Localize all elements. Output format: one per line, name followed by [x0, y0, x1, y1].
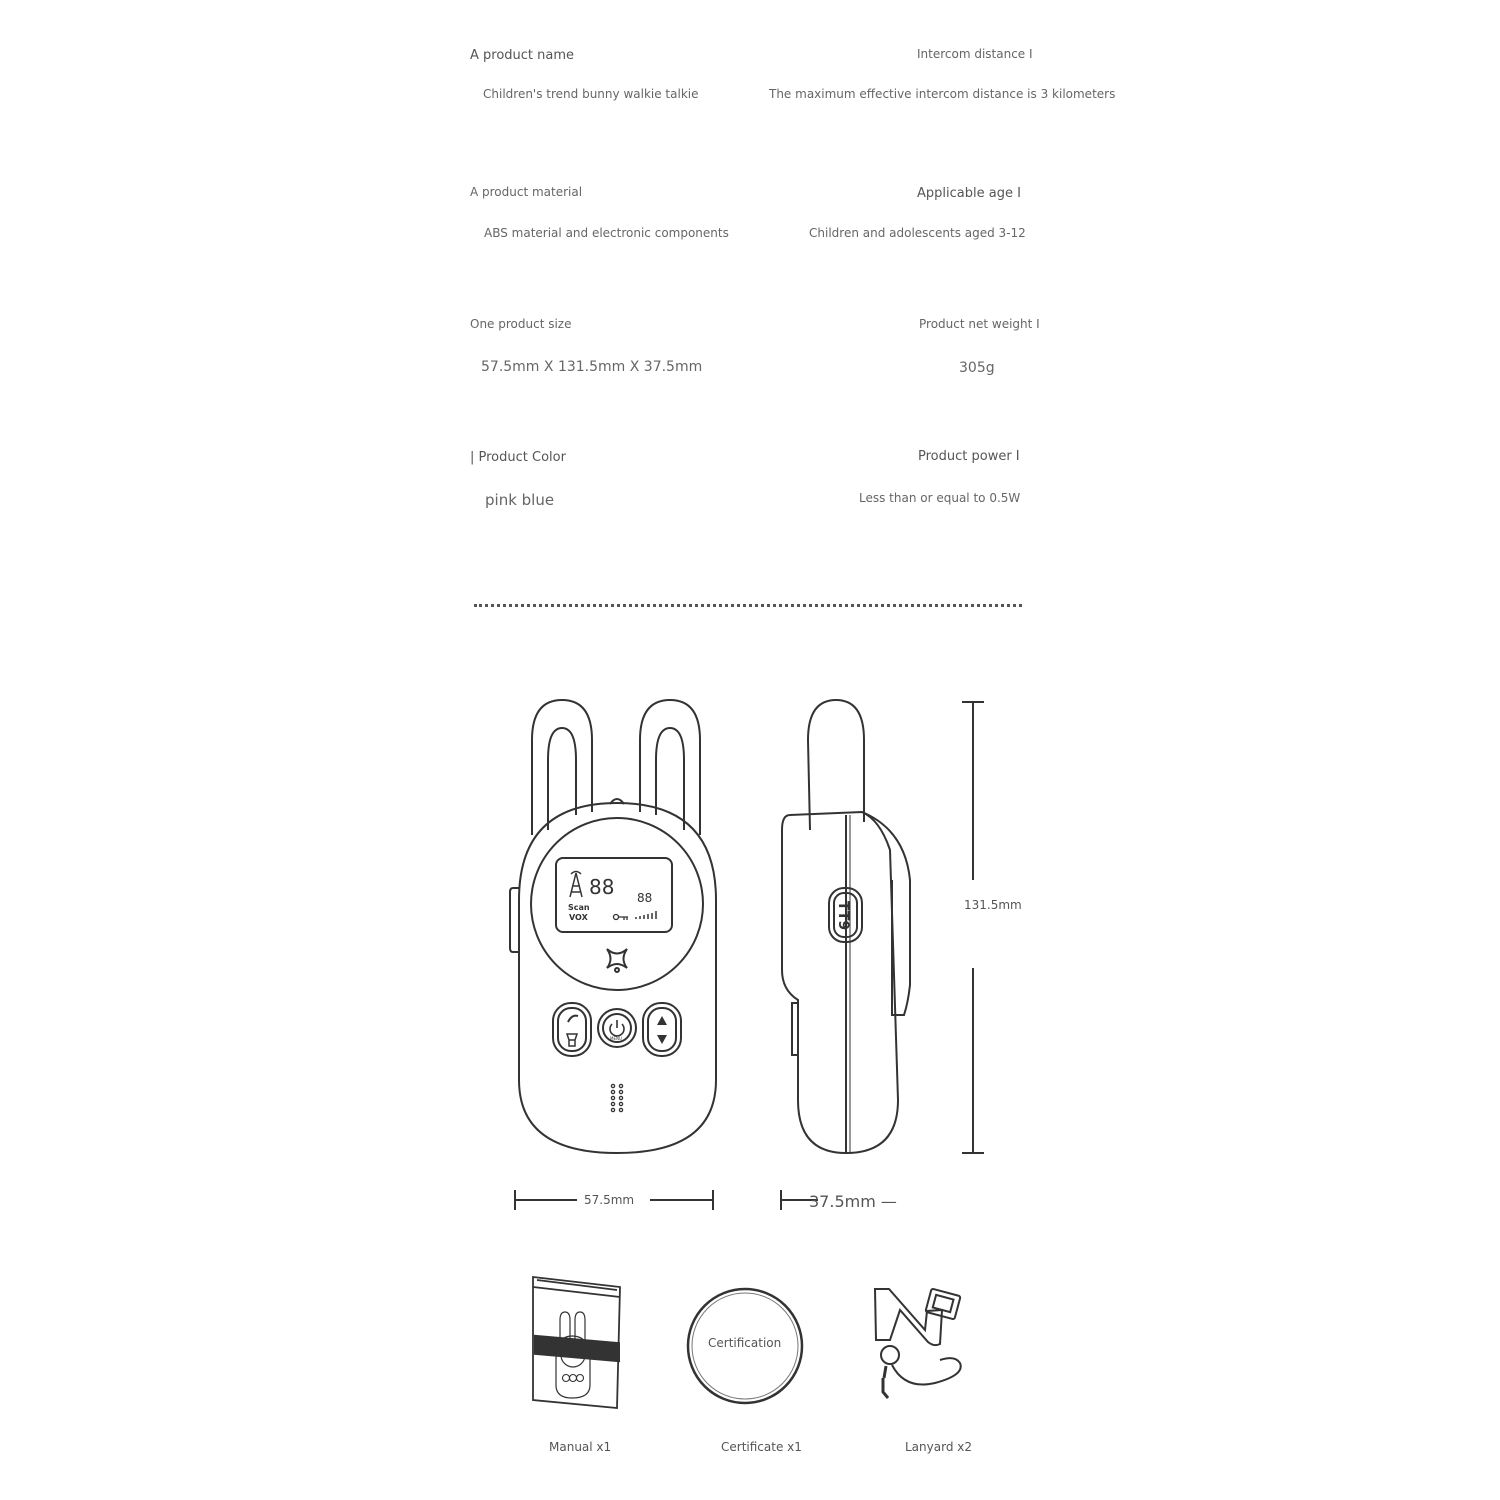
net-weight-value: 305g — [959, 360, 995, 376]
right-ear-inner — [656, 728, 684, 830]
side-ear — [808, 700, 864, 830]
product-name-value: Children's trend bunny walkie talkie — [483, 87, 699, 101]
accessory-caption-manual: Manual x1 — [549, 1440, 612, 1454]
side-logo-text: TT9 — [835, 901, 851, 931]
height-dimension — [962, 702, 984, 1153]
menu-text: MENU — [610, 1036, 622, 1041]
material-value: ABS material and electronic components — [484, 226, 729, 240]
accessory-caption-certificate: Certificate x1 — [721, 1440, 802, 1454]
power-icon — [610, 1020, 624, 1036]
lcd-big-digits: 88 — [589, 875, 615, 899]
phone-icon — [568, 1016, 578, 1022]
net-weight-label: Product net weight I — [919, 317, 1040, 331]
belt-clip — [862, 812, 910, 1015]
size-value: 57.5mm X 131.5mm X 37.5mm — [481, 359, 703, 375]
lcd-scan-text: Scan — [568, 903, 590, 912]
lanyard-illustration — [875, 1289, 961, 1398]
speaker-grille — [611, 1084, 622, 1111]
size-label: One product size — [470, 317, 572, 331]
front-view — [510, 700, 716, 1153]
power-label: Product power I — [918, 449, 1020, 464]
product-name-label: A product name — [470, 48, 575, 63]
width-dimension-label: 57.5mm — [584, 1193, 635, 1207]
side-body — [782, 812, 898, 1153]
certification-text: Certification — [708, 1336, 782, 1350]
material-label: A product material — [470, 185, 583, 199]
logo-icon — [607, 949, 627, 972]
manual-title: 对讲机使用说明 — [537, 1293, 602, 1309]
arrow-down-icon — [657, 1035, 667, 1044]
power-value: Less than or equal to 0.5W — [859, 491, 1021, 505]
flashlight-icon — [567, 1034, 577, 1046]
lcd-small-digits: 88 — [637, 891, 653, 905]
color-value: pink blue — [485, 491, 555, 509]
intercom-distance-value: The maximum effective intercom distance is 3 kilometers — [769, 87, 1116, 101]
right-ear — [640, 700, 700, 835]
applicable-age-label: Applicable age I — [917, 186, 1021, 201]
accessory-caption-lanyard: Lanyard x2 — [905, 1440, 972, 1454]
arrow-up-icon — [657, 1016, 667, 1025]
antenna-icon — [570, 872, 582, 898]
applicable-age-value: Children and adolescents aged 3-12 — [809, 226, 1026, 240]
signal-bars-icon — [636, 911, 656, 919]
color-label: | Product Color — [470, 450, 566, 465]
height-dimension-label: 131.5mm — [964, 898, 1022, 912]
depth-dimension-label: 37.5mm — — [809, 1192, 897, 1211]
intercom-distance-label: Intercom distance I — [917, 47, 1033, 61]
front-body — [519, 803, 716, 1153]
key-icon — [614, 915, 629, 921]
lcd-vox-text: VOX — [569, 913, 588, 922]
